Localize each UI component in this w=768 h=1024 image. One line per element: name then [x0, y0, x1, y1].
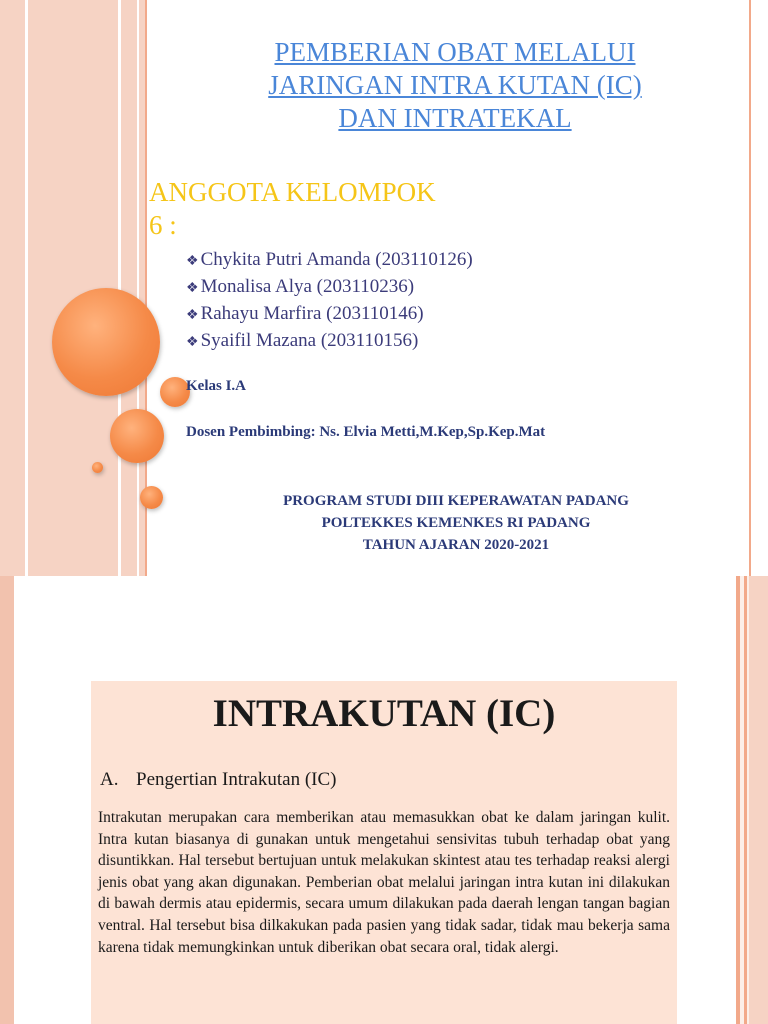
group-heading-line: ANGGOTA KELOMPOK: [149, 177, 436, 207]
content-box: [91, 681, 677, 1024]
decorative-circle-tiny: [92, 462, 103, 473]
definition-paragraph: Intrakutan merupakan cara memberikan atau memasukkan obat ke dalam jaringan kulit. Intra kutan biasanya di gunakan untuk mengetahui sensivitas tubuh terhadap obat yang disuntikkan. Hal tersebut bertujuan untuk melakukan skintest atau tes terhadap reaksi alergi jenis obat yang akan digunakan. Pemberian obat melalui jaringan intra kutan ini dilakukan di bawah dermis atau epidermis, secara umum dilakukan pada daerah lengan tangan bagian ventral. Hal tersebut bisa dilkakukan pada pasien yang tidak sadar, tidak mau bekerja sama karena tidak memungkinkan untuk diberikan obat secara oral, tidak alergi.: [98, 809, 670, 956]
footer-line: POLTEKKES KEMENKES RI PADANG: [321, 515, 591, 531]
decorative-stripe-line: [744, 576, 747, 1024]
decorative-stripe-line: [137, 0, 139, 576]
footer-line: PROGRAM STUDI DIII KEPERAWATAN PADANG: [283, 493, 629, 509]
decorative-stripe-left: [0, 576, 14, 1024]
member-item: ❖ Monalisa Alya (203110236): [186, 274, 473, 301]
decorative-stripe-right: [749, 0, 768, 576]
section-number: A.: [100, 769, 119, 790]
content-slide: [0, 576, 768, 1024]
title-line: DAN INTRATEKAL: [338, 103, 572, 133]
footer-line: TAHUN AJARAN 2020-2021: [362, 537, 550, 553]
supervisor-label: Dosen Pembimbing: Ns. Elvia Metti,M.Kep,Sp.Kep.Mat: [186, 424, 546, 440]
institution-footer: [196, 490, 716, 556]
section-title: Pengertian Intrakutan (IC): [136, 769, 337, 790]
decorative-stripe-band: [0, 0, 147, 576]
member-list: [186, 247, 473, 355]
decorative-stripe-right: [749, 576, 768, 1024]
presentation-title: [180, 36, 730, 135]
member-item: ❖ Rahayu Marfira (203110146): [186, 301, 473, 328]
slide-heading: INTRAKUTAN (IC): [212, 692, 556, 735]
decorative-circle-medium: [110, 409, 164, 463]
title-line: PEMBERIAN OBAT MELALUI: [274, 37, 636, 67]
decorative-stripe-line: [736, 576, 740, 1024]
section-heading: [100, 769, 336, 791]
class-label: Kelas I.A: [186, 378, 246, 394]
decorative-circle-small: [140, 486, 163, 509]
member-item: ❖ Chykita Putri Amanda (203110126): [186, 247, 473, 274]
decorative-circle-large: [52, 288, 160, 396]
member-item: ❖ Syaifil Mazana (203110156): [186, 328, 473, 355]
title-line: JARINGAN INTRA KUTAN (IC): [268, 70, 642, 100]
decorative-stripe-line: [25, 0, 28, 576]
group-heading: [149, 176, 509, 242]
group-heading-line: 6 :: [149, 210, 177, 240]
decorative-stripe-line: [118, 0, 121, 576]
